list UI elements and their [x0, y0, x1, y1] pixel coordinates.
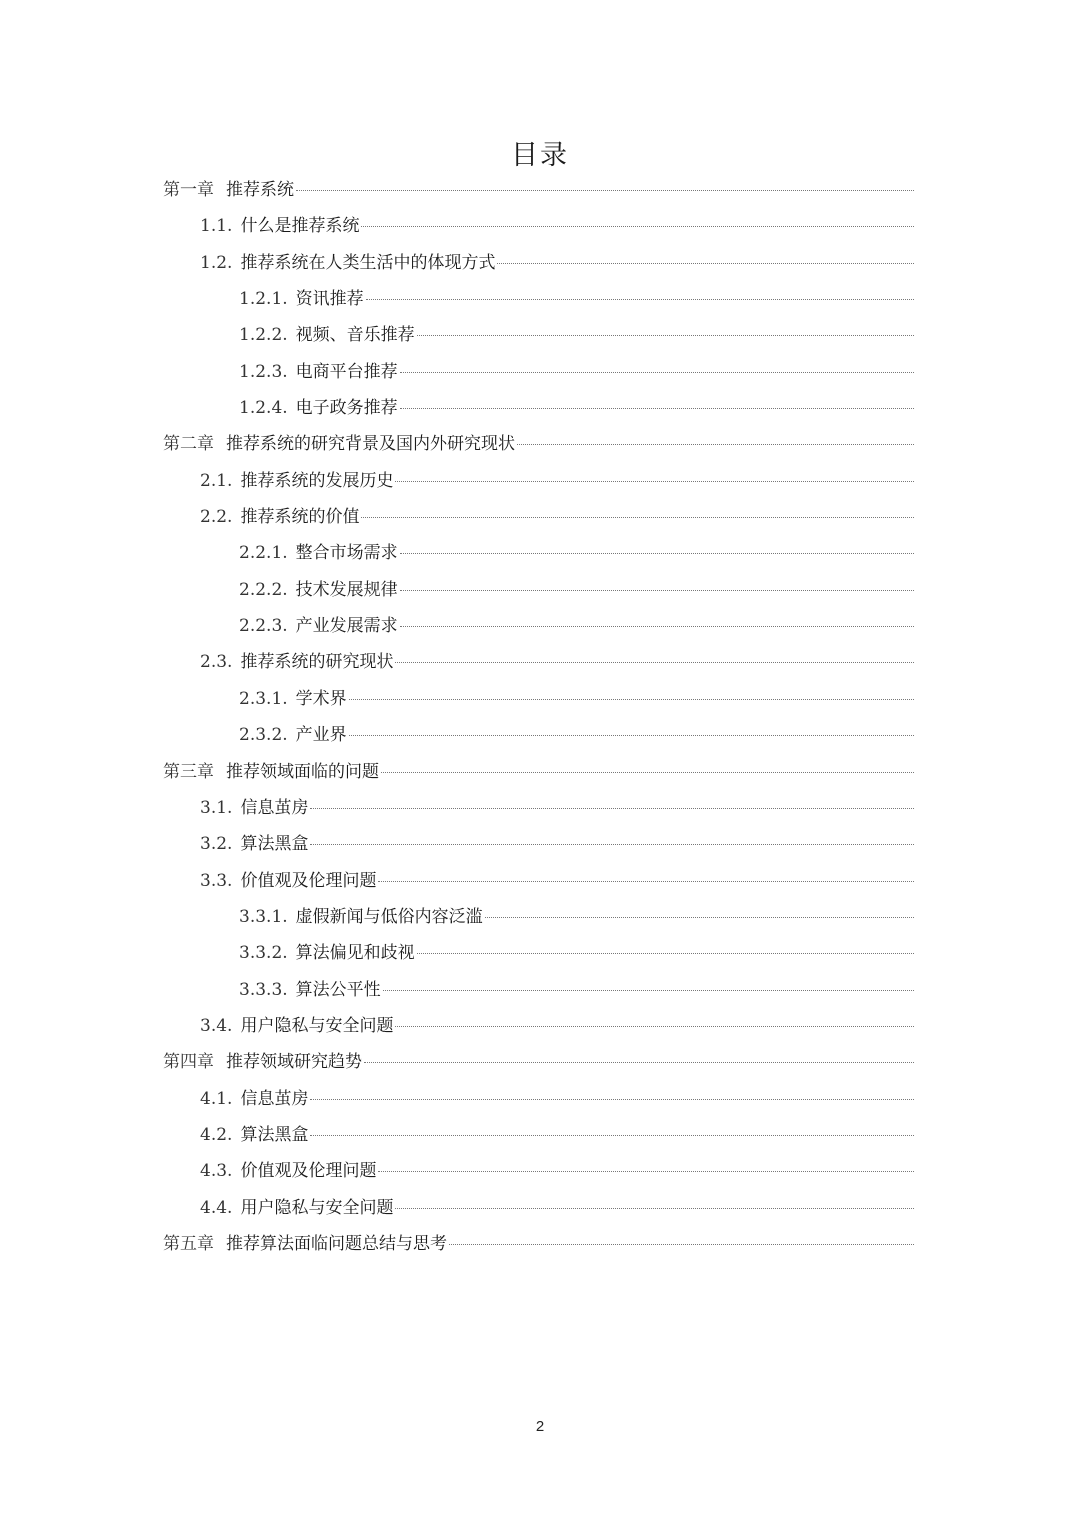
- toc-entry-text: 算法黑盒: [240, 1124, 309, 1145]
- toc-entry[interactable]: [0, 390, 1080, 426]
- toc-entry-number: 4.1.: [200, 1088, 233, 1109]
- toc-entry-number: 1.2.3.: [239, 361, 288, 382]
- toc-entry-number: 2.3.1.: [239, 688, 288, 709]
- toc-entry-number: 4.3.: [200, 1161, 233, 1182]
- toc-entry-text: 推荐领域面临的问题: [226, 761, 379, 782]
- toc-dot-leader: [417, 953, 914, 954]
- toc-entry-number: 第四章: [163, 1052, 214, 1073]
- toc-entry-text: 用户隐私与安全问题: [240, 1015, 394, 1036]
- toc-dot-leader: [310, 844, 914, 845]
- toc-entry-number: 3.3.: [200, 870, 233, 891]
- toc-entry-number: 2.1.: [200, 470, 233, 491]
- toc-entry-number: 2.2.2.: [239, 579, 288, 600]
- toc-entry-text: 信息茧房: [240, 797, 309, 818]
- toc-entry-number: 第三章: [163, 761, 214, 782]
- toc-entry-number: 3.3.2.: [239, 943, 288, 964]
- toc-entry-text: 技术发展规律: [295, 579, 398, 600]
- toc-entry[interactable]: [0, 826, 1080, 862]
- toc-entry-number: 4.2.: [200, 1124, 233, 1145]
- toc-dot-leader: [361, 517, 914, 518]
- toc-entry[interactable]: [0, 208, 1080, 244]
- toc-entry-text: 推荐系统的研究现状: [240, 652, 394, 673]
- toc-entry[interactable]: [0, 1117, 1080, 1153]
- toc-entry[interactable]: [0, 899, 1080, 935]
- toc-entry-number: 3.3.3.: [239, 979, 288, 1000]
- toc-entry[interactable]: [0, 499, 1080, 535]
- toc-entry-number: 2.2.3.: [239, 616, 288, 637]
- toc-entry[interactable]: [0, 863, 1080, 899]
- toc-entry[interactable]: [0, 935, 1080, 971]
- toc-dot-leader: [378, 1171, 914, 1172]
- toc-entry-text: 推荐系统的研究背景及国内外研究现状: [226, 434, 515, 455]
- toc-dot-leader: [395, 1208, 914, 1209]
- toc-entry[interactable]: [0, 172, 1080, 208]
- toc-entry-text: 推荐系统: [226, 180, 294, 200]
- toc-dot-leader: [378, 881, 914, 882]
- toc-entry[interactable]: [0, 754, 1080, 790]
- toc-entry-text: 资讯推荐: [295, 289, 364, 310]
- toc-dot-leader: [400, 553, 914, 554]
- toc-entry[interactable]: [0, 972, 1080, 1008]
- toc-dot-leader: [485, 917, 914, 918]
- toc-entry-number: 2.2.: [200, 507, 233, 528]
- toc-entry[interactable]: [0, 1081, 1080, 1117]
- toc-dot-leader: [381, 772, 914, 773]
- toc-dot-leader: [349, 735, 914, 736]
- toc-dot-leader: [310, 1099, 914, 1100]
- toc-title: 目录: [511, 140, 569, 171]
- page-number: 2: [535, 1418, 545, 1435]
- toc-entry-text: 算法黑盒: [240, 834, 309, 855]
- toc-entry-text: 推荐领域研究趋势: [226, 1052, 362, 1073]
- toc-dot-leader: [400, 372, 914, 373]
- toc-entry[interactable]: [0, 644, 1080, 680]
- toc-entry[interactable]: [0, 608, 1080, 644]
- toc-dot-leader: [310, 1135, 914, 1136]
- toc-entry-text: 推荐系统的价值: [240, 507, 360, 528]
- toc-entry-number: 2.2.1.: [239, 543, 288, 564]
- toc-entry-text: 虚假新闻与低俗内容泛滥: [295, 906, 483, 927]
- toc-dot-leader: [366, 299, 914, 300]
- toc-dot-leader: [395, 662, 914, 663]
- toc-entry-text: 用户隐私与安全问题: [240, 1197, 394, 1218]
- toc-dot-leader: [517, 444, 914, 445]
- toc-entry-text: 产业发展需求: [295, 616, 398, 637]
- toc-entry-text: 推荐系统在人类生活中的体现方式: [240, 252, 496, 273]
- toc-dot-leader: [296, 190, 914, 191]
- toc-entry-number: 第一章: [163, 180, 214, 200]
- toc-entry-text: 推荐算法面临问题总结与思考: [226, 1233, 447, 1254]
- toc-entry-number: 3.3.1.: [239, 906, 288, 927]
- toc-dot-leader: [310, 808, 914, 809]
- toc-entry[interactable]: [0, 681, 1080, 717]
- toc-dot-leader: [400, 408, 914, 409]
- toc-entry-number: 1.2.1.: [239, 289, 288, 310]
- toc-entry[interactable]: [0, 1153, 1080, 1189]
- toc-entry[interactable]: [0, 717, 1080, 753]
- toc-entry-text: 整合市场需求: [295, 543, 398, 564]
- toc-entry[interactable]: [0, 1190, 1080, 1226]
- toc-dot-leader: [395, 1026, 914, 1027]
- toc-entry-number: 1.2.2.: [239, 325, 288, 346]
- toc-entry[interactable]: [0, 1226, 1080, 1262]
- toc-entry-text: 信息茧房: [240, 1088, 309, 1109]
- toc-dot-leader: [349, 699, 914, 700]
- toc-entry-text: 电子政务推荐: [295, 398, 398, 419]
- toc-entry-number: 3.4.: [200, 1015, 233, 1036]
- toc-entry-text: 价值观及伦理问题: [240, 870, 377, 891]
- toc-entry[interactable]: [0, 790, 1080, 826]
- toc-dot-leader: [497, 263, 914, 264]
- toc-entry[interactable]: [0, 426, 1080, 462]
- toc-entry-text: 推荐系统的发展历史: [240, 470, 394, 491]
- toc-entry-number: 2.3.: [200, 652, 233, 673]
- toc-dot-leader: [449, 1244, 914, 1245]
- toc-entry[interactable]: [0, 463, 1080, 499]
- toc-entry-number: 1.2.4.: [239, 398, 288, 419]
- toc-dot-leader: [400, 626, 914, 627]
- table-of-contents: [0, 172, 1080, 1262]
- toc-dot-leader: [400, 590, 914, 591]
- toc-entry-text: 什么是推荐系统: [240, 216, 360, 237]
- toc-entry[interactable]: [0, 281, 1080, 317]
- toc-entry-number: 1.2.: [200, 252, 233, 273]
- toc-entry-number: 2.3.2.: [239, 725, 288, 746]
- toc-entry-text: 电商平台推荐: [295, 361, 398, 382]
- toc-entry[interactable]: [0, 572, 1080, 608]
- toc-entry[interactable]: [0, 245, 1080, 281]
- toc-dot-leader: [364, 1062, 914, 1063]
- toc-dot-leader: [361, 226, 914, 227]
- toc-entry-number: 1.1.: [200, 216, 233, 237]
- toc-entry-number: 3.2.: [200, 834, 233, 855]
- toc-entry[interactable]: [0, 317, 1080, 353]
- toc-entry-text: 学术界: [295, 688, 347, 709]
- toc-entry-text: 产业界: [295, 725, 347, 746]
- toc-entry[interactable]: [0, 535, 1080, 571]
- toc-entry-number: 第五章: [163, 1233, 214, 1254]
- toc-dot-leader: [417, 335, 914, 336]
- toc-entry-text: 算法偏见和歧视: [295, 943, 415, 964]
- toc-entry[interactable]: [0, 1008, 1080, 1044]
- toc-dot-leader: [383, 990, 914, 991]
- toc-entry[interactable]: [0, 354, 1080, 390]
- toc-entry-text: 价值观及伦理问题: [240, 1161, 377, 1182]
- toc-entry-number: 第二章: [163, 434, 214, 455]
- toc-entry[interactable]: [0, 1044, 1080, 1080]
- toc-entry-number: 3.1.: [200, 797, 233, 818]
- toc-entry-text: 算法公平性: [295, 979, 381, 1000]
- toc-dot-leader: [395, 481, 914, 482]
- toc-entry-number: 4.4.: [200, 1197, 233, 1218]
- toc-entry-text: 视频、音乐推荐: [295, 325, 415, 346]
